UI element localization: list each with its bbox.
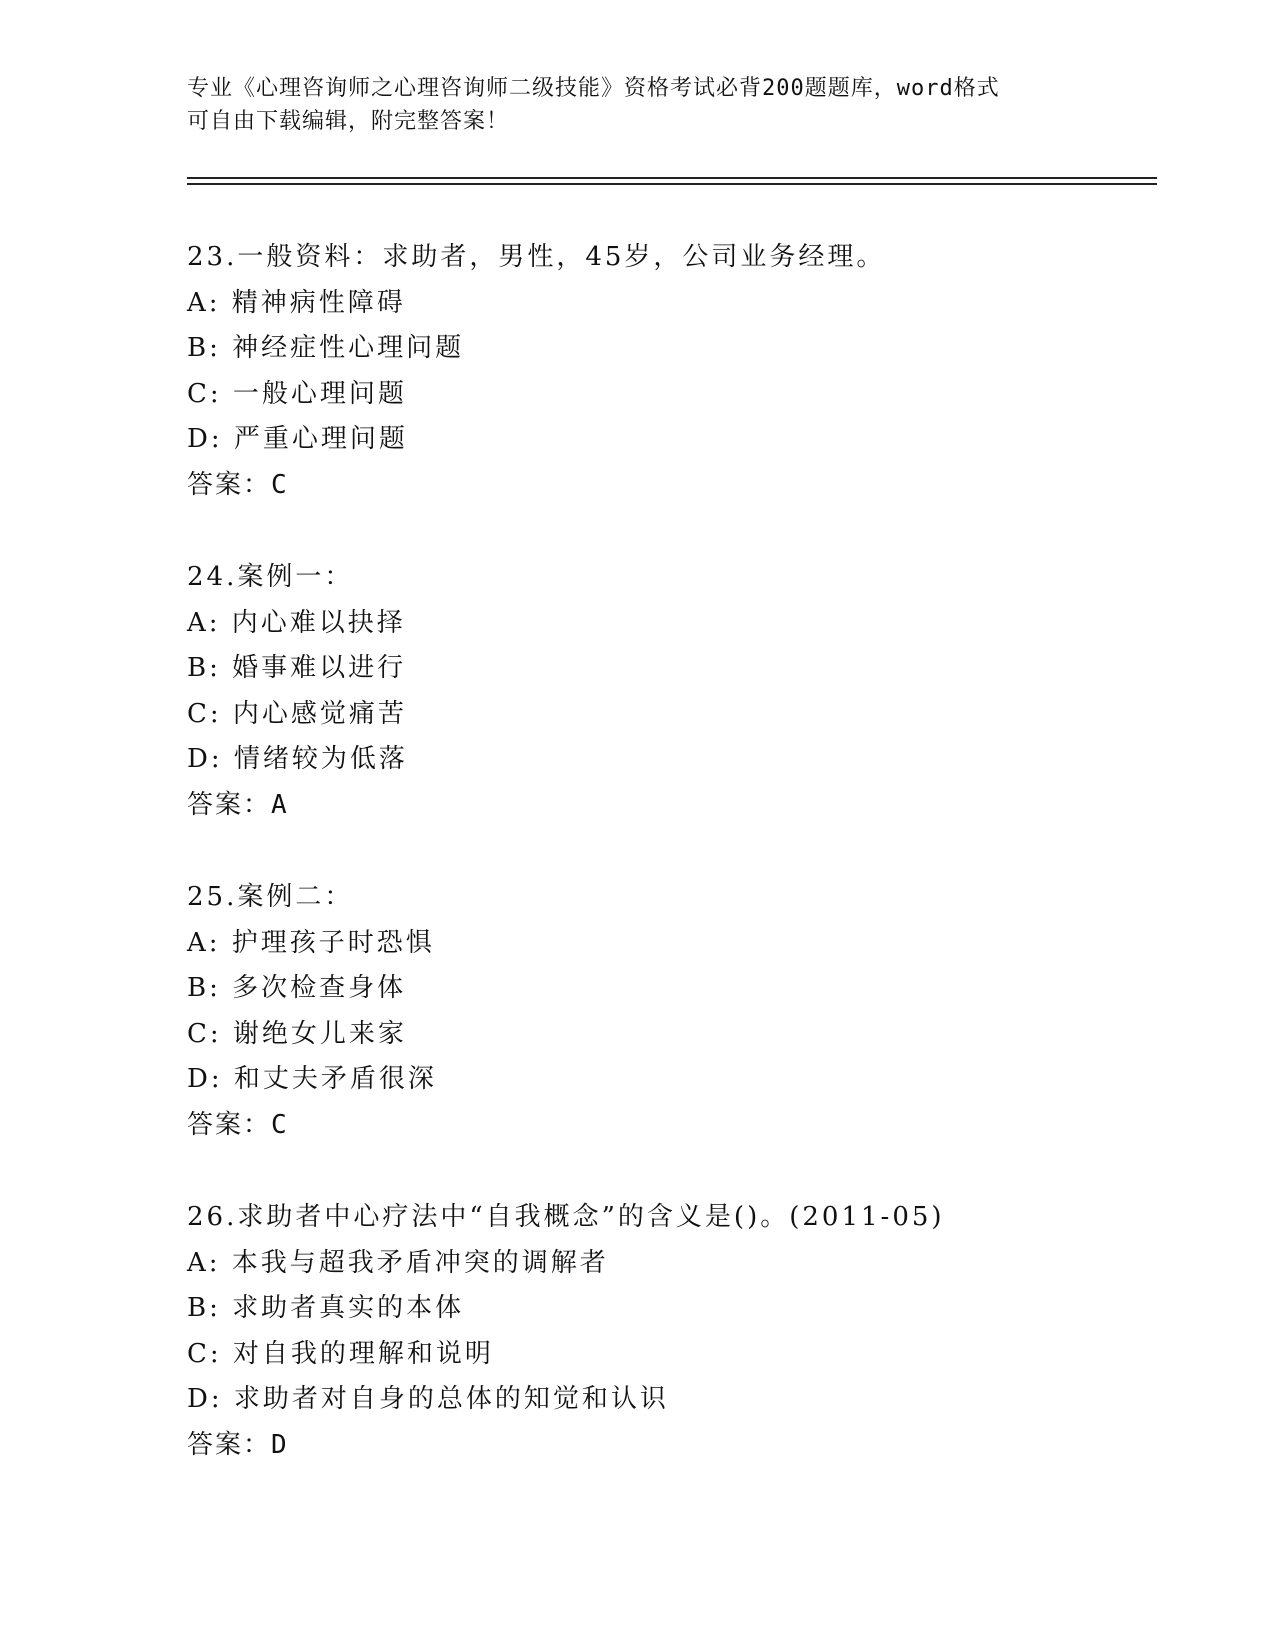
option-d: D: 求助者对自身的总体的知觉和认识: [187, 1384, 669, 1415]
question-stem: 26.求助者中心疗法中“自我概念”的含义是()。(2011-05): [187, 1202, 945, 1232]
answer-line: 答案：D: [187, 1429, 289, 1460]
question-list: [187, 235, 1167, 1515]
option-a: A: 内心难以抉择: [187, 607, 406, 638]
option-b: B: 多次检查身体: [187, 973, 407, 1004]
question-stem: 23.一般资料：求助者，男性，45岁，公司业务经理。: [187, 242, 886, 272]
option-b: B: 求助者真实的本体: [187, 1293, 465, 1324]
option-c: C: 谢绝女儿来家: [187, 1018, 407, 1049]
option-d: D: 情绪较为低落: [187, 744, 408, 775]
answer-line: 答案：A: [187, 789, 289, 820]
answer-line: 答案：C: [187, 469, 289, 500]
question-stem: 24.案例一：: [187, 562, 354, 592]
option-c: C: 一般心理问题: [187, 378, 407, 409]
option-b: B: 神经症性心理问题: [187, 333, 465, 364]
header-line-1: 专业《心理咨询师之心理咨询师二级技能》资格考试必背200题题库，word格式: [187, 76, 1000, 101]
header-divider-top: [187, 177, 1157, 179]
option-c: C: 对自我的理解和说明: [187, 1338, 494, 1369]
option-c: C: 内心感觉痛苦: [187, 698, 407, 729]
option-a: A: 本我与超我矛盾冲突的调解者: [187, 1247, 609, 1278]
header-divider-bottom: [187, 183, 1157, 185]
option-a: A: 护理孩子时恐惧: [187, 927, 435, 958]
option-b: B: 婚事难以进行: [187, 653, 407, 684]
header-line-2: 可自由下载编辑，附完整答案！: [187, 109, 510, 134]
question-item: [187, 555, 1167, 875]
option-d: D: 和丈夫矛盾很深: [187, 1064, 437, 1095]
option-d: D: 严重心理问题: [187, 424, 408, 455]
document-header: [187, 72, 1067, 138]
question-item: [187, 1195, 1167, 1515]
question-item: [187, 235, 1167, 555]
option-a: A: 精神病性障碍: [187, 287, 406, 318]
answer-line: 答案：C: [187, 1109, 289, 1140]
question-stem: 25.案例二：: [187, 882, 354, 912]
question-item: [187, 875, 1167, 1195]
